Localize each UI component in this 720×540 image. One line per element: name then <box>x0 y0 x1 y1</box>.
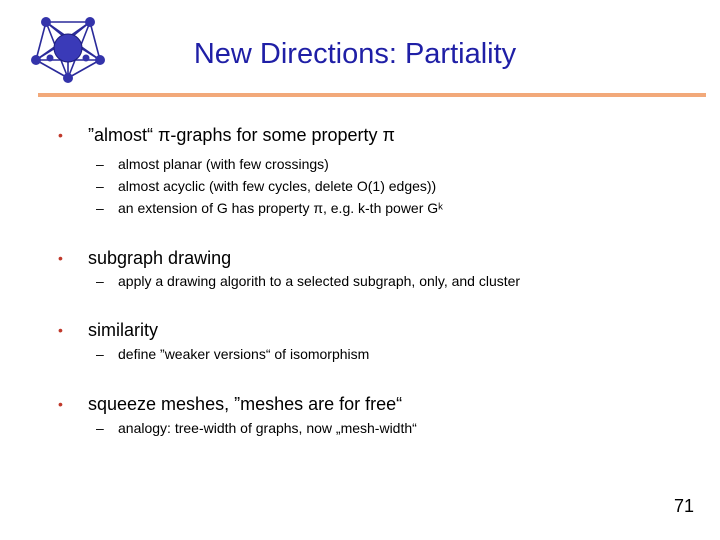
sub-text: apply a drawing algorith to a selected subgraph, only, and cluster <box>118 273 521 289</box>
page-number: 71 <box>673 496 694 516</box>
title-divider <box>38 93 706 97</box>
bullet-text: similarity <box>88 320 158 340</box>
bullet-dot-icon: • <box>58 322 63 338</box>
dash-icon: – <box>96 178 104 194</box>
dash-icon: – <box>96 156 104 172</box>
sub-text: an extension of G has property π, e.g. k-th power Gᵏ <box>118 200 443 216</box>
bullet-text: ”almost“ π-graphs for some property π <box>88 125 395 145</box>
sub-text: almost acyclic (with few cycles, delete O(1) edges)) <box>118 178 437 194</box>
bullet-text: squeeze meshes, ”meshes are for free“ <box>88 394 403 414</box>
dash-icon: – <box>96 273 104 289</box>
dash-icon: – <box>96 200 104 216</box>
bullet-dot-icon: • <box>58 396 63 412</box>
dash-icon: – <box>96 346 104 362</box>
bullet-dot-icon: • <box>58 127 63 143</box>
bullet-text: subgraph drawing <box>88 248 232 268</box>
graph-network-icon <box>30 12 108 88</box>
sub-text: analogy: tree-width of graphs, now „mesh-width“ <box>118 420 417 436</box>
bullet-dot-icon: • <box>58 250 63 266</box>
dash-icon: – <box>96 420 104 436</box>
sub-text: almost planar (with few crossings) <box>118 156 329 172</box>
slide-title: New Directions: Partiality <box>193 38 517 70</box>
sub-text: define ”weaker versions“ of isomorphism <box>118 346 370 362</box>
